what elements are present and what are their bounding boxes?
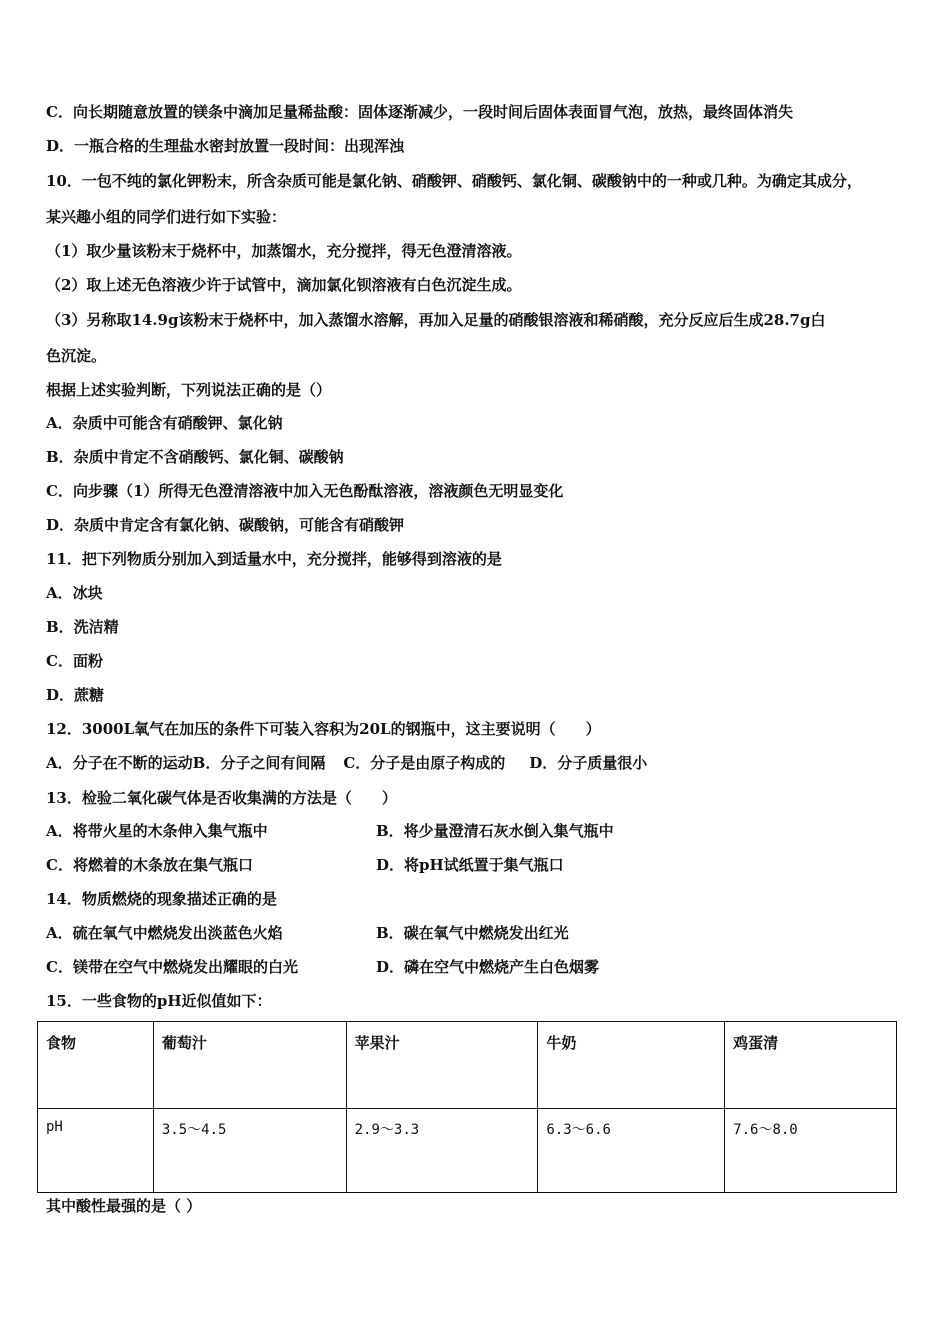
q14-option-d: D．磷在空气中燃烧产生白色烟雾 <box>376 958 600 976</box>
q14-option-a: A．硫在氧气中燃烧发出淡蓝色火焰 <box>46 924 283 942</box>
table-cell: 食物 <box>38 1022 154 1109</box>
q14-option-c: C．镁带在空气中燃烧发出耀眼的白光 <box>46 958 298 976</box>
q14-stem: 14．物质燃烧的现象描述正确的是 <box>46 890 277 908</box>
q10-question: 根据上述实验判断，下列说法正确的是（） <box>46 381 332 399</box>
table-cell: 6.3～6.6 <box>538 1108 725 1192</box>
q12-options <box>46 753 647 773</box>
table-cell: pH <box>38 1108 154 1192</box>
table-cell: 苹果汁 <box>346 1022 538 1109</box>
q10-option-a: A．杂质中可能含有硝酸钾、氯化钠 <box>46 414 283 432</box>
q11-option-d: D．蔗糖 <box>46 686 105 704</box>
q13-stem: 13．检验二氧化碳气体是否收集满的方法是（ ） <box>46 789 397 807</box>
q9-option-c: C．向长期随意放置的镁条中滴加足量稀盐酸：固体逐渐减少，一段时间后固体表面冒气泡，放热，最终固体消失 <box>46 103 793 121</box>
table-cell: 葡萄汁 <box>153 1022 346 1109</box>
q12-option-c: C．分子是由原子构成的 <box>343 754 506 772</box>
q11-stem: 11．把下列物质分别加入到适量水中，充分搅拌，能够得到溶液的是 <box>46 550 502 568</box>
ph-table-header-row <box>38 1022 897 1109</box>
q13-option-b: B．将少量澄清石灰水倒入集气瓶中 <box>376 822 614 840</box>
q10-step1: （1）取少量该粉末于烧杯中，加蒸馏水，充分搅拌，得无色澄清溶液。 <box>46 242 522 260</box>
q10-stem-line2: 某兴趣小组的同学们进行如下实验： <box>46 208 287 226</box>
q12-stem: 12．3000L氧气在加压的条件下可装入容积为20L的钢瓶中，这主要说明（ ） <box>46 720 601 738</box>
q13-option-a: A．将带火星的木条伸入集气瓶中 <box>46 822 268 840</box>
ph-table <box>37 1021 897 1193</box>
table-cell: 牛奶 <box>538 1022 725 1109</box>
q13-option-c: C．将燃着的木条放在集气瓶口 <box>46 856 253 874</box>
table-cell: 3.5～4.5 <box>153 1108 346 1192</box>
q10-step2: （2）取上述无色溶液少许于试管中，滴加氯化钡溶液有白色沉淀生成。 <box>46 276 522 294</box>
q10-option-b: B．杂质中肯定不含硝酸钙、氯化铜、碳酸钠 <box>46 448 344 466</box>
table-cell: 鸡蛋清 <box>725 1022 897 1109</box>
q12-option-b: B．分子之间有间隔 <box>192 754 326 772</box>
q12-option-d: D．分子质量很小 <box>529 754 648 772</box>
q11-option-b: B．洗洁精 <box>46 618 119 636</box>
q13-option-d: D．将pH试纸置于集气瓶口 <box>376 856 564 874</box>
ph-table-value-row <box>38 1108 897 1192</box>
q14-option-b: B．碳在氧气中燃烧发出红光 <box>376 924 569 942</box>
table-cell: 2.9～3.3 <box>346 1108 538 1192</box>
q11-option-a: A．冰块 <box>46 584 103 602</box>
q15-stem: 15．一些食物的pH近似值如下： <box>46 992 272 1010</box>
q10-step3-line1: （3）另称取14.9g该粉末于烧杯中，加入蒸馏水溶解，再加入足量的硝酸银溶液和稀硝酸，充分反应后生成28.7g白 <box>46 311 826 329</box>
q11-option-c: C．面粉 <box>46 652 103 670</box>
q10-step3-line2: 色沉淀。 <box>46 347 107 365</box>
q12-option-a: A．分子在不断的运动 <box>46 754 193 772</box>
table-cell: 7.6～8.0 <box>725 1108 897 1192</box>
q9-option-d: D．一瓶合格的生理盐水密封放置一段时间：出现浑浊 <box>46 137 405 155</box>
q10-stem-line1: 10．一包不纯的氯化钾粉末，所含杂质可能是氯化钠、硝酸钾、硝酸钙、氯化铜、碳酸钠中的一种或几种。为确定其成分， <box>46 172 862 190</box>
q10-option-c: C．向步骤（1）所得无色澄清溶液中加入无色酚酞溶液，溶液颜色无明显变化 <box>46 482 564 500</box>
q15-question: 其中酸性最强的是（ ） <box>46 1197 202 1215</box>
q10-option-d: D．杂质中肯定含有氯化钠、碳酸钠，可能含有硝酸钾 <box>46 516 405 534</box>
